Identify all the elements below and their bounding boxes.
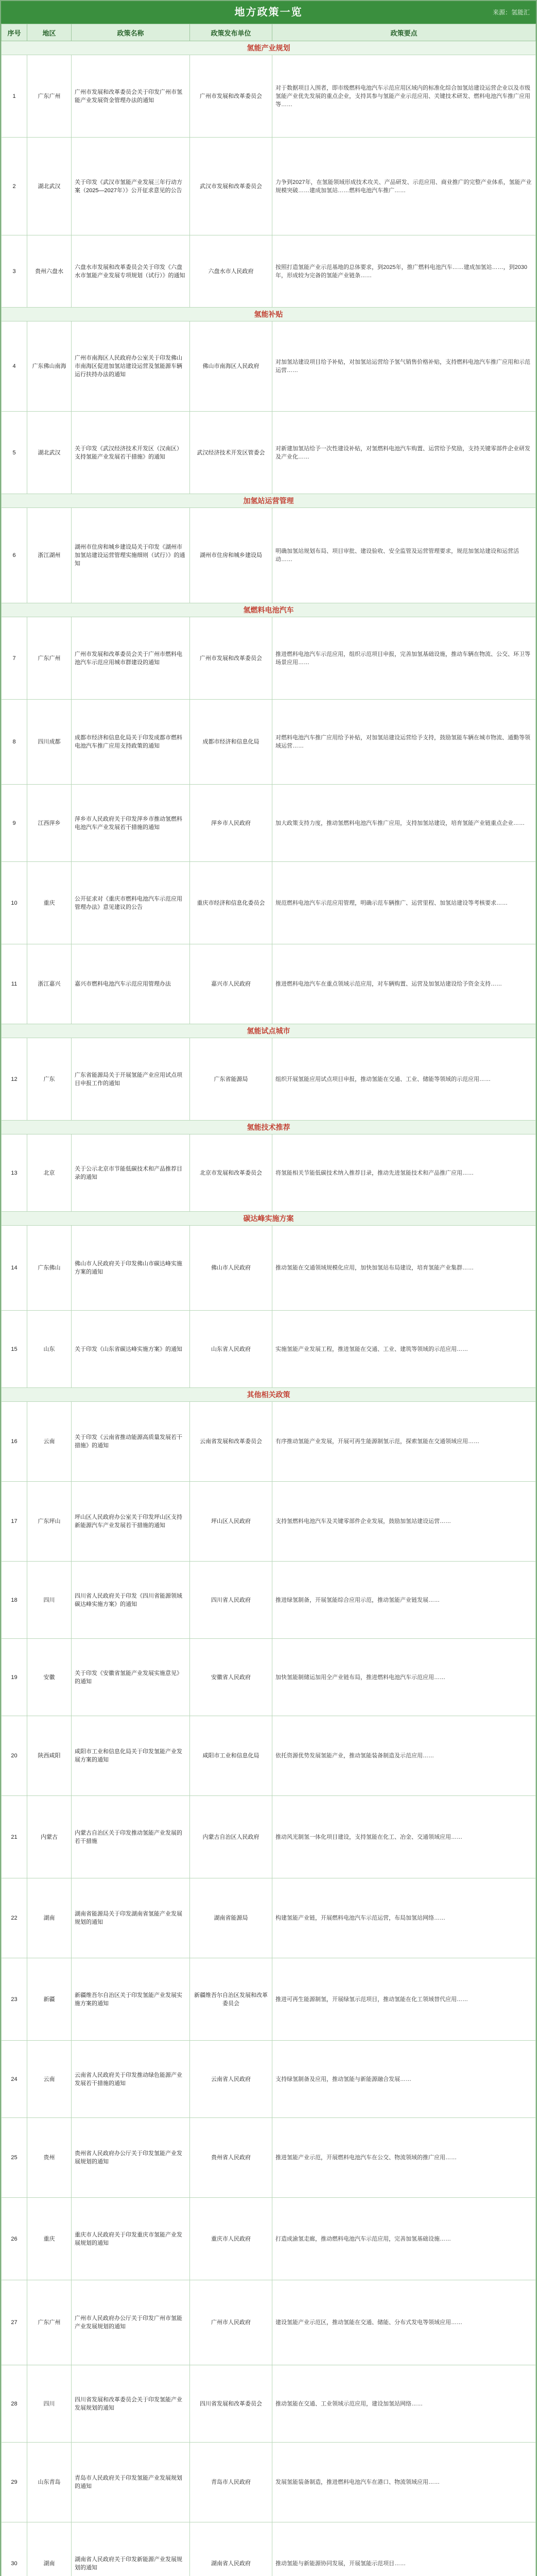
cell-policy: 公开征求对《重庆市燃料电池汽车示范应用管理办法》意见建议的公告 xyxy=(72,862,190,944)
cell-agency: 四川省人民政府 xyxy=(190,1562,272,1639)
cell-no: 14 xyxy=(2,1226,27,1311)
cell-region: 广东广州 xyxy=(27,55,72,138)
cell-key: 推动氢能在交通、工业领域示范应用，建设加氢站网络…… xyxy=(272,2365,536,2443)
cell-agency: 四川省发展和改革委员会 xyxy=(190,2365,272,2443)
cell-key: 打造成渝氢走廊，推动燃料电池汽车示范应用，完善加氢基础设施…… xyxy=(272,2198,536,2280)
cell-no: 28 xyxy=(2,2365,27,2443)
cell-no: 2 xyxy=(2,138,27,235)
cell-region: 广东广州 xyxy=(27,617,72,700)
cell-agency: 湖南省人民政府 xyxy=(190,2522,272,2576)
cell-policy: 佛山市人民政府关于印发佛山市碳达峰实施方案的通知 xyxy=(72,1226,190,1311)
title-bar xyxy=(1,1,536,24)
cell-no: 4 xyxy=(2,321,27,412)
cell-policy: 贵州省人民政府办公厅关于印发氢能产业发展规划的通知 xyxy=(72,2118,190,2198)
cell-policy: 关于印发《山东省碳达峰实施方案》的通知 xyxy=(72,1311,190,1388)
section-title: 加氢站运营管理 xyxy=(2,494,536,508)
table-row xyxy=(2,1958,536,2041)
cell-region: 湖南 xyxy=(27,2522,72,2576)
cell-agency: 嘉兴市人民政府 xyxy=(190,944,272,1024)
cell-no: 24 xyxy=(2,2041,27,2118)
cell-policy: 咸阳市工业和信息化局关于印发氢能产业发展方案的通知 xyxy=(72,1716,190,1796)
section-header xyxy=(2,1024,536,1038)
cell-agency: 山东省人民政府 xyxy=(190,1311,272,1388)
cell-region: 山东 xyxy=(27,1311,72,1388)
section-header xyxy=(2,308,536,321)
cell-key: 推进绿氢制备，开展氢能综合应用示范，推动氢能产业链发展…… xyxy=(272,1562,536,1639)
header-key: 政策要点 xyxy=(272,24,536,41)
cell-region: 内蒙古 xyxy=(27,1796,72,1878)
table-row xyxy=(2,617,536,700)
cell-key: 对于数据项目入围者，即市级燃料电池汽车示范应用区域内的标准化综合加氢站建设运营企业以及市级氢能产业优先发展的重点企业，支持其参与氢能产业示范应用、关键技术研发、燃料电池汽车推广应用等…… xyxy=(272,55,536,138)
table-row xyxy=(2,1038,536,1121)
table-row xyxy=(2,412,536,494)
cell-agency: 广州市发展和改革委员会 xyxy=(190,55,272,138)
section-title: 氢能技术推荐 xyxy=(2,1121,536,1134)
cell-no: 18 xyxy=(2,1562,27,1639)
cell-region: 广东坪山 xyxy=(27,1482,72,1562)
cell-region: 四川成都 xyxy=(27,700,72,785)
cell-agency: 武汉经济技术开发区管委会 xyxy=(190,412,272,494)
cell-policy: 坪山区人民政府办公室关于印发坪山区支持新能源汽车产业发展若干措施的通知 xyxy=(72,1482,190,1562)
cell-no: 8 xyxy=(2,700,27,785)
cell-agency: 云南省发展和改革委员会 xyxy=(190,1402,272,1482)
cell-no: 16 xyxy=(2,1402,27,1482)
cell-region: 贵州六盘水 xyxy=(27,235,72,308)
cell-key: 加快氢能制储运加用全产业链布局，推进燃料电池汽车示范应用…… xyxy=(272,1639,536,1716)
cell-policy: 关于公示北京市节能低碳技术和产品推荐目录的通知 xyxy=(72,1134,190,1212)
cell-policy: 关于印发《安徽省氢能产业发展实施意见》的通知 xyxy=(72,1639,190,1716)
cell-policy: 四川省发展和改革委员会关于印发氢能产业发展规划的通知 xyxy=(72,2365,190,2443)
section-title: 氢能试点城市 xyxy=(2,1024,536,1038)
cell-agency: 佛山市人民政府 xyxy=(190,1226,272,1311)
cell-agency: 安徽省人民政府 xyxy=(190,1639,272,1716)
cell-key: 支持氢燃料电池汽车及关键零部件企业发展，鼓励加氢站建设运营…… xyxy=(272,1482,536,1562)
cell-region: 重庆 xyxy=(27,862,72,944)
cell-key: 明确加氢站规划布局、项目审批、建设验收、安全监管及运营管理要求，规范加氢站建设和运营活动…… xyxy=(272,508,536,603)
section-header xyxy=(2,1212,536,1226)
cell-policy: 青岛市人民政府关于印发氢能产业发展规划的通知 xyxy=(72,2443,190,2522)
cell-agency: 广州市人民政府 xyxy=(190,2280,272,2365)
section-header xyxy=(2,1121,536,1134)
cell-policy: 内蒙古自治区关于印发推动氢能产业发展的若干措施 xyxy=(72,1796,190,1878)
cell-policy: 广东省能源局关于开展氢能产业应用试点项目申报工作的通知 xyxy=(72,1038,190,1121)
cell-policy: 湖州市住房和城乡建设局关于印发《湖州市加氢站建设运营管理实施细则（试行）》的通知 xyxy=(72,508,190,603)
table-row xyxy=(2,2443,536,2522)
section-header xyxy=(2,41,536,55)
cell-policy: 关于印发《云南省推动能源高质量发展若干措施》的通知 xyxy=(72,1402,190,1482)
cell-region: 湖北武汉 xyxy=(27,412,72,494)
cell-key: 对新建加氢站给予一次性建设补贴，对氢燃料电池汽车购置、运营给予奖励，支持关键零部件企业研发及产业化…… xyxy=(272,412,536,494)
table-row xyxy=(2,2198,536,2280)
cell-policy: 广州市南海区人民政府办公室关于印发佛山市南海区促进加氢站建设运营及氢能源车辆运行扶持办法的通知 xyxy=(72,321,190,412)
cell-no: 15 xyxy=(2,1311,27,1388)
cell-policy: 关于印发《武汉市氢能产业发展三年行动方案（2025—2027年）》公开征求意见的公告 xyxy=(72,138,190,235)
cell-key: 加大政策支持力度，推动氢燃料电池汽车推广应用，支持加氢站建设，培育氢能产业链重点企业…… xyxy=(272,785,536,862)
cell-no: 25 xyxy=(2,2118,27,2198)
cell-region: 新疆 xyxy=(27,1958,72,2041)
cell-agency: 湖州市住房和城乡建设局 xyxy=(190,508,272,603)
cell-region: 广东佛山南海 xyxy=(27,321,72,412)
cell-agency: 青岛市人民政府 xyxy=(190,2443,272,2522)
cell-policy: 成都市经济和信息化局关于印发成都市燃料电池汽车推广应用支持政策的通知 xyxy=(72,700,190,785)
cell-agency: 广州市发展和改革委员会 xyxy=(190,617,272,700)
table-row xyxy=(2,1562,536,1639)
cell-no: 29 xyxy=(2,2443,27,2522)
cell-no: 27 xyxy=(2,2280,27,2365)
cell-no: 10 xyxy=(2,862,27,944)
cell-agency: 武汉市发展和改革委员会 xyxy=(190,138,272,235)
cell-key: 实施氢能产业发展工程，推进氢能在交通、工业、建筑等领域的示范应用…… xyxy=(272,1311,536,1388)
cell-region: 浙江嘉兴 xyxy=(27,944,72,1024)
table-row xyxy=(2,1716,536,1796)
cell-region: 四川 xyxy=(27,1562,72,1639)
cell-no: 1 xyxy=(2,55,27,138)
cell-no: 11 xyxy=(2,944,27,1024)
table-row xyxy=(2,55,536,138)
cell-agency: 六盘水市人民政府 xyxy=(190,235,272,308)
header-agency: 政策发布单位 xyxy=(190,24,272,41)
cell-key: 推动氢能在交通领域规模化应用，加快加氢站布局建设，培育氢能产业集群…… xyxy=(272,1226,536,1311)
cell-policy: 重庆市人民政府关于印发重庆市氢能产业发展规划的通知 xyxy=(72,2198,190,2280)
section-header xyxy=(2,603,536,617)
header-policy: 政策名称 xyxy=(72,24,190,41)
cell-agency: 内蒙古自治区人民政府 xyxy=(190,1796,272,1878)
cell-key: 组织开展氢能应用试点项目申报，推动氢能在交通、工业、储能等领域的示范应用…… xyxy=(272,1038,536,1121)
cell-key: 规范燃料电池汽车示范应用管理，明确示范车辆推广、运营里程、加氢站建设等考核要求…… xyxy=(272,862,536,944)
table-row xyxy=(2,1226,536,1311)
cell-agency: 重庆市人民政府 xyxy=(190,2198,272,2280)
cell-key: 构建氢能产业链，开展燃料电池汽车示范运营，布局加氢站网络…… xyxy=(272,1878,536,1958)
cell-key: 发展氢能装备制造，推进燃料电池汽车在港口、物流领域应用…… xyxy=(272,2443,536,2522)
cell-no: 7 xyxy=(2,617,27,700)
cell-no: 6 xyxy=(2,508,27,603)
cell-agency: 重庆市经济和信息化委员会 xyxy=(190,862,272,944)
cell-region: 安徽 xyxy=(27,1639,72,1716)
cell-agency: 新疆维吾尔自治区发展和改革委员会 xyxy=(190,1958,272,2041)
policy-table xyxy=(1,24,536,2576)
cell-agency: 广东省能源局 xyxy=(190,1038,272,1121)
cell-key: 推动风光制氢一体化项目建设，支持氢能在化工、冶金、交通领域应用…… xyxy=(272,1796,536,1878)
cell-key: 支持绿氢制备及应用，推动氢能与新能源融合发展…… xyxy=(272,2041,536,2118)
cell-key: 建设氢能产业示范区，推动氢能在交通、储能、分布式发电等领域应用…… xyxy=(272,2280,536,2365)
cell-region: 四川 xyxy=(27,2365,72,2443)
cell-no: 30 xyxy=(2,2522,27,2576)
table-row xyxy=(2,862,536,944)
table-row xyxy=(2,1482,536,1562)
table-row xyxy=(2,508,536,603)
table-row xyxy=(2,2118,536,2198)
cell-region: 广东佛山 xyxy=(27,1226,72,1311)
cell-region: 云南 xyxy=(27,1402,72,1482)
cell-no: 21 xyxy=(2,1796,27,1878)
cell-key: 推动氢能与新能源协同发展，开展氢能示范项目…… xyxy=(272,2522,536,2576)
cell-policy: 湖南省人民政府关于印发新能源产业发展规划的通知 xyxy=(72,2522,190,2576)
table-row xyxy=(2,944,536,1024)
cell-policy: 湖南省能源局关于印发湖南省氢能产业发展规划的通知 xyxy=(72,1878,190,1958)
table-row xyxy=(2,1402,536,1482)
cell-key: 将氢能相关节能低碳技术纳入推荐目录，推动先进氢能技术和产品推广应用…… xyxy=(272,1134,536,1212)
cell-key: 有序推动氢能产业发展，开展可再生能源制氢示范，探索氢能在交通领域应用…… xyxy=(272,1402,536,1482)
cell-policy: 关于印发《武汉经济技术开发区（汉南区）支持氢能产业发展若干措施》的通知 xyxy=(72,412,190,494)
cell-no: 9 xyxy=(2,785,27,862)
cell-no: 5 xyxy=(2,412,27,494)
table-row xyxy=(2,2522,536,2576)
cell-region: 陕西咸阳 xyxy=(27,1716,72,1796)
cell-policy: 云南省人民政府关于印发推动绿色能源产业发展若干措施的通知 xyxy=(72,2041,190,2118)
cell-agency: 坪山区人民政府 xyxy=(190,1482,272,1562)
source-note: 来源：氢能汇 xyxy=(492,9,530,16)
cell-key: 推进氢能产业示范，开展燃料电池汽车在公交、物流领域的推广应用…… xyxy=(272,2118,536,2198)
table-row xyxy=(2,138,536,235)
cell-no: 26 xyxy=(2,2198,27,2280)
cell-policy: 嘉兴市燃料电池汽车示范应用管理办法 xyxy=(72,944,190,1024)
section-header xyxy=(2,1388,536,1402)
cell-region: 贵州 xyxy=(27,2118,72,2198)
cell-region: 湖南 xyxy=(27,1878,72,1958)
cell-key: 对燃料电池汽车推广应用给予补贴，对加氢站建设运营给予支持，鼓励氢能车辆在城市物流、通勤等领域运营…… xyxy=(272,700,536,785)
cell-no: 17 xyxy=(2,1482,27,1562)
section-title: 氢能补贴 xyxy=(2,308,536,321)
table-body xyxy=(2,41,536,2576)
page-title: 地方政策一览 xyxy=(234,7,303,18)
section-title: 氢能产业规划 xyxy=(2,41,536,55)
cell-key: 推进燃料电池汽车示范应用，组织示范项目申报，完善加氢基础设施，推动车辆在物流、公交、环卫等场景应用…… xyxy=(272,617,536,700)
cell-region: 浙江湖州 xyxy=(27,508,72,603)
cell-region: 广东广州 xyxy=(27,2280,72,2365)
cell-agency: 成都市经济和信息化局 xyxy=(190,700,272,785)
table-row xyxy=(2,2365,536,2443)
table-row xyxy=(2,1639,536,1716)
cell-region: 江西萍乡 xyxy=(27,785,72,862)
cell-policy: 新疆维吾尔自治区关于印发氢能产业发展实施方案的通知 xyxy=(72,1958,190,2041)
cell-no: 19 xyxy=(2,1639,27,1716)
cell-agency: 云南省人民政府 xyxy=(190,2041,272,2118)
table-row xyxy=(2,1796,536,1878)
table-row xyxy=(2,700,536,785)
cell-region: 山东青岛 xyxy=(27,2443,72,2522)
cell-key: 按照打造氢能产业示范基地的总体要求，到2025年，推广燃料电池汽车……建成加氢站……，到2030年，形成较为完备的氢能产业链条…… xyxy=(272,235,536,308)
section-title: 碳达峰实施方案 xyxy=(2,1212,536,1226)
cell-no: 13 xyxy=(2,1134,27,1212)
cell-agency: 湖南省能源局 xyxy=(190,1878,272,1958)
table-row xyxy=(2,785,536,862)
cell-key: 力争到2027年，在氢能领域形成技术攻关、产品研发、示范应用、商业推广的完整产业体系，氢能产业规模突破……建成加氢站……燃料电池汽车推广…… xyxy=(272,138,536,235)
table-row xyxy=(2,1134,536,1212)
cell-policy: 广州市发展和改革委员会关于印发广州市氢能产业发展资金管理办法的通知 xyxy=(72,55,190,138)
table-row xyxy=(2,2280,536,2365)
cell-key: 对加氢站建设项目给予补贴，对加氢站运营给予氢气销售价格补贴，支持燃料电池汽车推广应用和示范运营…… xyxy=(272,321,536,412)
section-title: 其他相关政策 xyxy=(2,1388,536,1402)
cell-policy: 广州市人民政府办公厅关于印发广州市氢能产业发展规划的通知 xyxy=(72,2280,190,2365)
cell-region: 北京 xyxy=(27,1134,72,1212)
table-row xyxy=(2,321,536,412)
cell-policy: 六盘水市发展和改革委员会关于印发《六盘水市氢能产业发展专项规划（试行）》的通知 xyxy=(72,235,190,308)
cell-region: 广东 xyxy=(27,1038,72,1121)
cell-agency: 北京市发展和改革委员会 xyxy=(190,1134,272,1212)
cell-agency: 贵州省人民政府 xyxy=(190,2118,272,2198)
section-title: 氢燃料电池汽车 xyxy=(2,603,536,617)
cell-region: 湖北武汉 xyxy=(27,138,72,235)
header-no: 序号 xyxy=(2,24,27,41)
table-row xyxy=(2,2041,536,2118)
cell-agency: 咸阳市工业和信息化局 xyxy=(190,1716,272,1796)
cell-no: 22 xyxy=(2,1878,27,1958)
table-header xyxy=(2,24,536,41)
table-row xyxy=(2,235,536,308)
cell-region: 重庆 xyxy=(27,2198,72,2280)
header-region: 地区 xyxy=(27,24,72,41)
cell-policy: 四川省人民政府关于印发《四川省能源领域碳达峰实施方案》的通知 xyxy=(72,1562,190,1639)
cell-no: 12 xyxy=(2,1038,27,1121)
cell-no: 3 xyxy=(2,235,27,308)
cell-agency: 萍乡市人民政府 xyxy=(190,785,272,862)
cell-policy: 广州市发展和改革委员会关于广州市燃料电池汽车示范应用城市群建设的通知 xyxy=(72,617,190,700)
cell-agency: 佛山市南海区人民政府 xyxy=(190,321,272,412)
cell-key: 推进可再生能源制氢，开展绿氢示范项目，推动氢能在化工领域替代应用…… xyxy=(272,1958,536,2041)
cell-no: 20 xyxy=(2,1716,27,1796)
cell-no: 23 xyxy=(2,1958,27,2041)
cell-key: 依托资源优势发展氢能产业，推动氢能装备制造及示范应用…… xyxy=(272,1716,536,1796)
table-row xyxy=(2,1311,536,1388)
section-header xyxy=(2,494,536,508)
cell-region: 云南 xyxy=(27,2041,72,2118)
table-row xyxy=(2,1878,536,1958)
cell-key: 推进燃料电池汽车在重点领域示范应用，对车辆购置、运营及加氢站建设给予资金支持…… xyxy=(272,944,536,1024)
cell-policy: 萍乡市人民政府关于印发萍乡市推动氢燃料电池汽车产业发展若干措施的通知 xyxy=(72,785,190,862)
